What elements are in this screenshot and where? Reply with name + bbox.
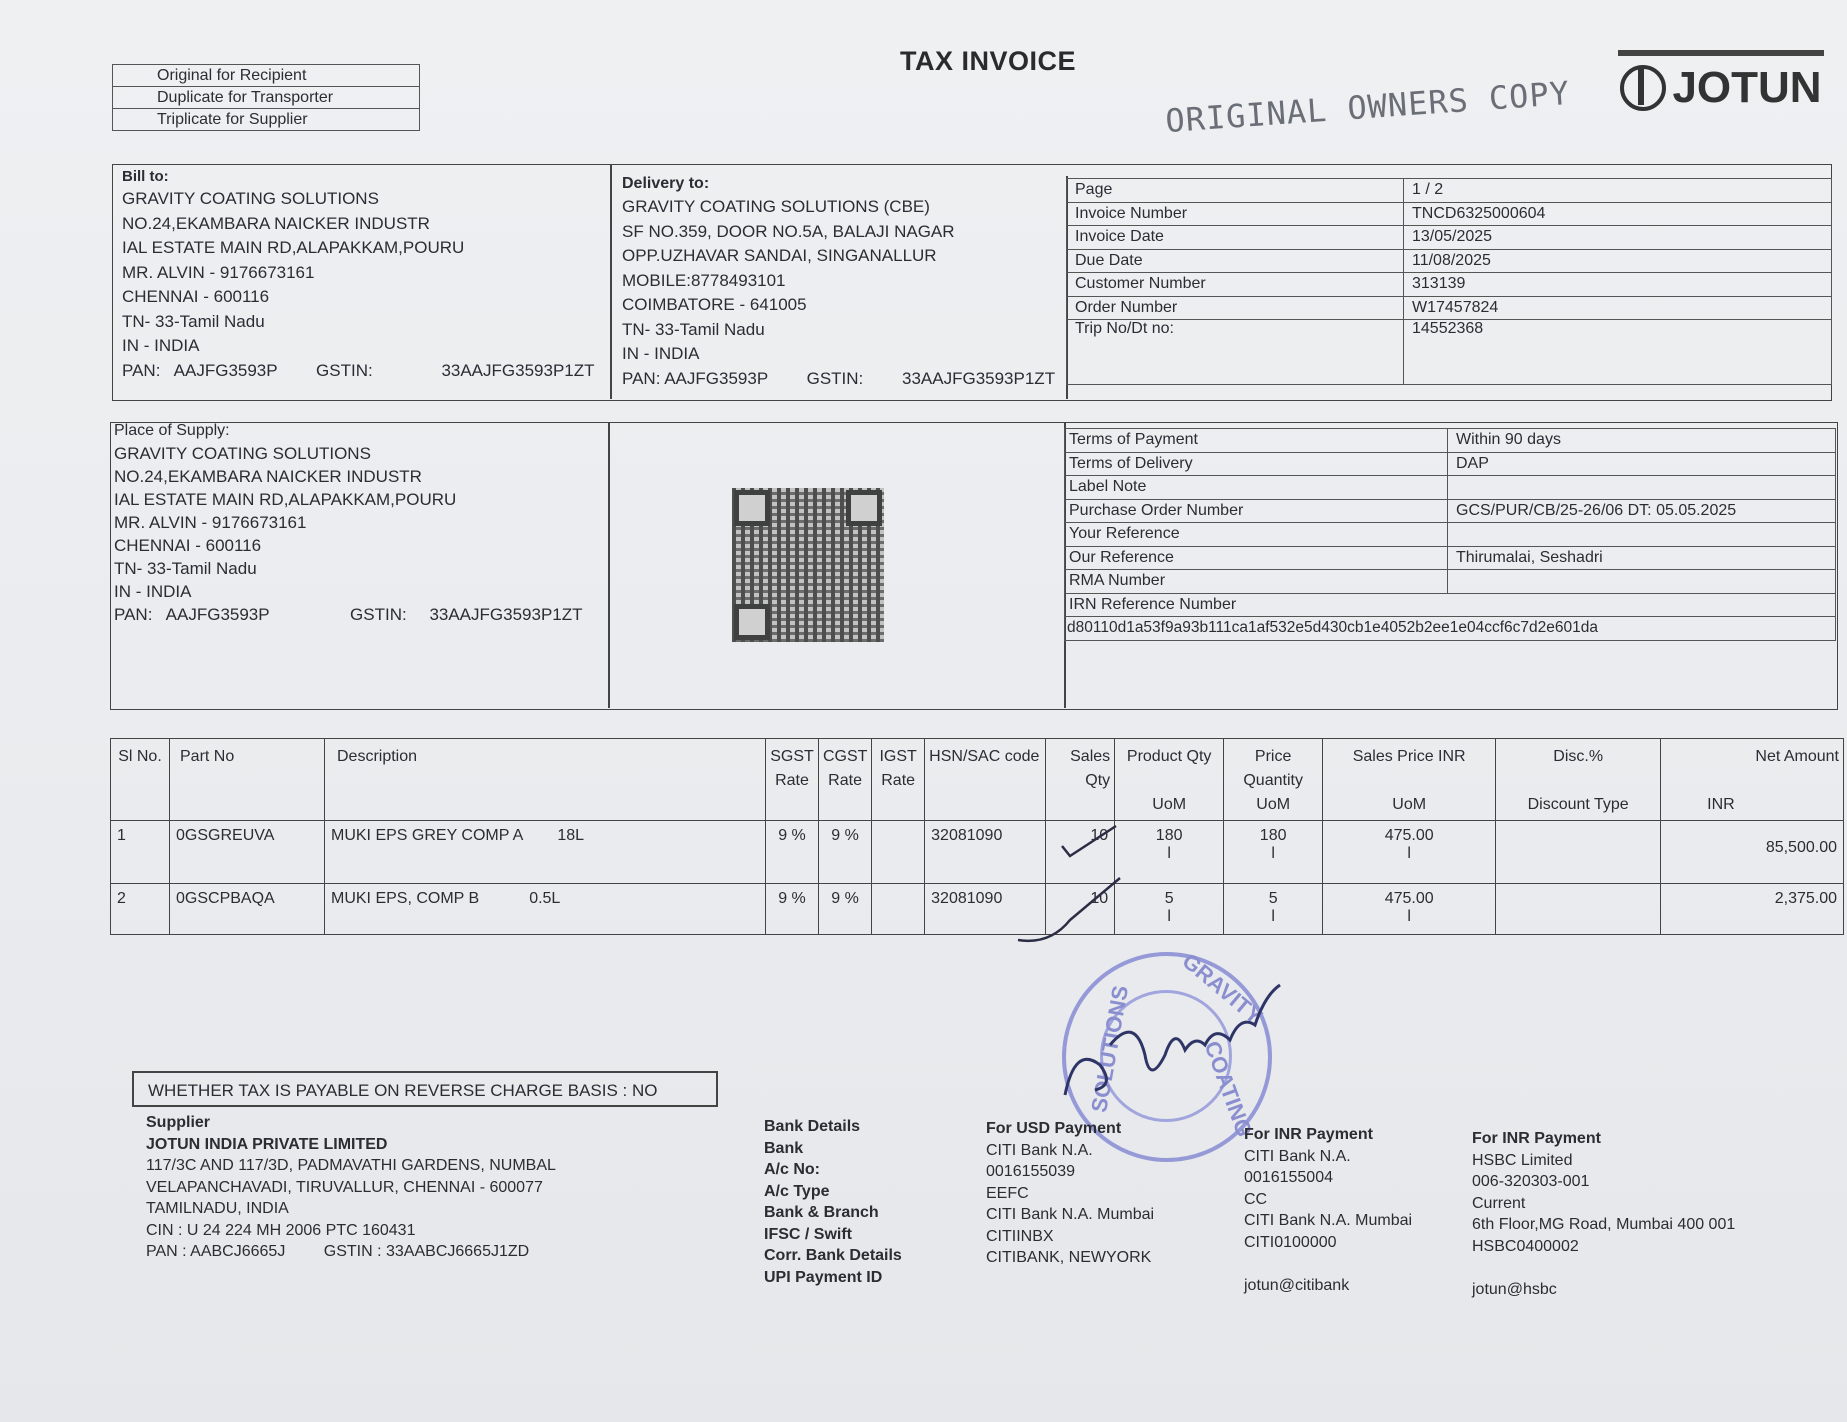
gstin-label: GSTIN: bbox=[316, 360, 373, 380]
item-description bbox=[325, 884, 766, 935]
purchase-order-number: GCS/PUR/CB/25-26/06 DT: 05.05.2025 bbox=[1448, 499, 1836, 523]
gstin-label: GSTIN: bbox=[350, 605, 407, 624]
supply-line: NO.24,EKAMBARA NAICKER INDUSTR bbox=[114, 467, 422, 486]
net-amount-currency: INR bbox=[1707, 796, 1735, 813]
inr-bank: HSBC Limited bbox=[1472, 1151, 1573, 1169]
col-product-qty bbox=[1115, 739, 1224, 821]
inr-account: 0016155004 bbox=[1244, 1169, 1333, 1186]
bank-label: UPI Payment ID bbox=[764, 1268, 883, 1286]
supplier-address-line: 117/3C AND 117/3D, PADMAVATHI GARDENS, NUMBAL bbox=[146, 1157, 556, 1174]
reverse-charge-box: WHETHER TAX IS PAYABLE ON REVERSE CHARGE BASIS : NO bbox=[132, 1071, 718, 1107]
item-discount bbox=[1496, 821, 1661, 884]
rma-number bbox=[1448, 570, 1836, 594]
delivery-to-line: COIMBATORE - 641005 bbox=[622, 295, 807, 314]
supply-line: MR. ALVIN - 9176673161 bbox=[114, 513, 307, 532]
terms-table bbox=[1064, 428, 1836, 641]
product-qty-value: 180 bbox=[1155, 827, 1183, 844]
col-price-qty bbox=[1224, 739, 1323, 821]
item-part-no: 0GSCPBAQA bbox=[170, 884, 325, 935]
product-qty-value: 5 bbox=[1164, 890, 1174, 907]
price-qty-uom-value: l bbox=[1271, 908, 1275, 925]
trip-number: 14552368 bbox=[1404, 320, 1832, 385]
item-size: 0.5L bbox=[529, 890, 561, 907]
terms-of-delivery: DAP bbox=[1448, 452, 1836, 476]
inr-bank: CITI Bank N.A. bbox=[1244, 1147, 1351, 1165]
col-sales-qty: Sales Qty bbox=[1046, 739, 1115, 821]
page-title: TAX INVOICE bbox=[900, 46, 1077, 76]
supply-line: CHENNAI - 600116 bbox=[114, 536, 262, 555]
supply-line: IN - INDIA bbox=[114, 582, 192, 601]
seal-text: SOLUTIONS bbox=[1086, 983, 1134, 1115]
usd-corr-bank: CITIBANK, NEWYORK bbox=[986, 1249, 1152, 1266]
items-header-row bbox=[111, 739, 1844, 821]
info-label: Due Date bbox=[1067, 249, 1404, 273]
terms-label: RMA Number bbox=[1065, 570, 1448, 594]
irn-qr-code bbox=[732, 488, 884, 642]
supply-line: IAL ESTATE MAIN RD,ALAPAKKAM,POURU bbox=[114, 490, 457, 509]
bank-label: A/c No: bbox=[764, 1161, 820, 1178]
info-label: Page bbox=[1067, 179, 1404, 203]
supplier-tax-ids bbox=[146, 1241, 556, 1263]
item-part-no: 0GSGREUVA bbox=[170, 821, 325, 884]
price-qty-value: 5 bbox=[1268, 890, 1278, 907]
bill-to-line: TN- 33-Tamil Nadu bbox=[122, 311, 265, 331]
copy-type-table bbox=[112, 64, 420, 131]
invoice-info-table bbox=[1066, 178, 1832, 385]
usd-payment-title: For USD Payment bbox=[986, 1120, 1122, 1137]
supply-line: GRAVITY COATING SOLUTIONS bbox=[114, 444, 371, 463]
net-amount-label: Net Amount bbox=[1755, 748, 1839, 765]
usd-branch: CITI Bank N.A. Mumbai bbox=[986, 1206, 1155, 1223]
delivery-to-section bbox=[622, 173, 1055, 391]
item-sl: 1 bbox=[111, 821, 170, 884]
terms-label: Label Note bbox=[1065, 476, 1448, 500]
supplier-section bbox=[146, 1112, 556, 1263]
sales-price-label: Sales Price INR bbox=[1352, 748, 1466, 765]
inr-payment-column-hsbc bbox=[1472, 1128, 1735, 1301]
bill-to-tax-ids bbox=[122, 359, 595, 384]
tick-mark bbox=[1018, 878, 1120, 941]
col-sl: Sl No. bbox=[111, 739, 170, 821]
divider bbox=[610, 164, 612, 399]
sales-price-uom: UoM bbox=[1392, 796, 1427, 813]
inr-payment-column-citi bbox=[1244, 1124, 1412, 1297]
item-desc-text: MUKI EPS, COMP B bbox=[331, 890, 480, 907]
price-qty-value: 180 bbox=[1259, 827, 1287, 844]
terms-label: Terms of Payment bbox=[1065, 429, 1448, 453]
info-label: Customer Number bbox=[1067, 273, 1404, 297]
inr-upi: jotun@hsbc bbox=[1472, 1281, 1557, 1298]
sales-price-uom-value: l bbox=[1407, 908, 1411, 925]
usd-bank: CITI Bank N.A. bbox=[986, 1141, 1093, 1159]
bill-to-line: CHENNAI - 600116 bbox=[122, 287, 270, 306]
item-sgst: 9 % bbox=[766, 821, 819, 884]
sales-price-value: 475.00 bbox=[1384, 827, 1434, 844]
usd-swift: CITIINBX bbox=[986, 1227, 1054, 1245]
delivery-to-line: IN - INDIA bbox=[622, 344, 700, 363]
bill-to-line: IN - INDIA bbox=[122, 336, 200, 355]
gstin-value: 33AAJFG3593P1ZT bbox=[441, 360, 595, 380]
item-cgst: 9 % bbox=[819, 884, 872, 935]
bank-label: IFSC / Swift bbox=[764, 1225, 852, 1243]
supplier-address-line: TAMILNADU, INDIA bbox=[146, 1200, 289, 1217]
table-row bbox=[111, 884, 1844, 935]
item-product-qty bbox=[1115, 884, 1224, 935]
qr-corner bbox=[734, 604, 770, 640]
supplier-gstin: GSTIN : 33AABCJ6665J1ZD bbox=[323, 1243, 530, 1260]
info-label: Trip No/Dt no: bbox=[1067, 320, 1404, 385]
item-size: 18L bbox=[557, 827, 585, 844]
discount-type-label: Discount Type bbox=[1527, 796, 1629, 813]
item-hsn: 32081090 bbox=[925, 884, 1046, 935]
bill-to-line: GRAVITY COATING SOLUTIONS bbox=[122, 189, 379, 208]
item-sales-qty: 10 bbox=[1046, 821, 1115, 884]
supplier-label: Supplier bbox=[146, 1114, 211, 1131]
delivery-to-line: OPP.UZHAVAR SANDAI, SINGANALLUR bbox=[622, 246, 937, 265]
delivery-to-line: SF NO.359, DOOR NO.5A, BALAJI NAGAR bbox=[622, 221, 955, 241]
item-sales-price bbox=[1323, 821, 1496, 884]
due-date: 11/08/2025 bbox=[1404, 249, 1832, 273]
pan-label: PAN: bbox=[122, 360, 161, 380]
terms-label: Our Reference bbox=[1065, 546, 1448, 570]
discount-label: Disc.% bbox=[1553, 748, 1604, 765]
supply-tax-ids bbox=[114, 603, 583, 626]
owners-copy-stamp: ORIGINAL OWNERS COPY bbox=[1164, 73, 1572, 141]
delivery-to-line: TN- 33-Tamil Nadu bbox=[622, 319, 765, 339]
info-label: Order Number bbox=[1067, 296, 1404, 320]
handwritten-tick-marks bbox=[1010, 820, 1130, 950]
irn-label: IRN Reference Number bbox=[1065, 593, 1836, 617]
item-igst bbox=[872, 821, 925, 884]
sales-price-value: 475.00 bbox=[1384, 890, 1434, 907]
pan-value: AAJFG3593P bbox=[173, 360, 278, 380]
inr-account: 006-320303-001 bbox=[1472, 1173, 1590, 1190]
bank-label: A/c Type bbox=[764, 1182, 830, 1200]
inr-ifsc: HSBC0400002 bbox=[1472, 1237, 1579, 1255]
pan-label: PAN: bbox=[114, 605, 153, 624]
pan-value: AAJFG3593P bbox=[165, 605, 270, 624]
item-hsn: 32081090 bbox=[925, 821, 1046, 884]
item-igst bbox=[872, 884, 925, 935]
supply-line: TN- 33-Tamil Nadu bbox=[114, 559, 257, 578]
item-sl: 2 bbox=[111, 884, 170, 935]
label-note bbox=[1448, 476, 1836, 500]
col-cgst: CGST Rate bbox=[819, 739, 872, 821]
delivery-to-line: GRAVITY COATING SOLUTIONS (CBE) bbox=[622, 197, 930, 216]
signature bbox=[1055, 955, 1295, 1105]
supplier-name: JOTUN INDIA PRIVATE LIMITED bbox=[146, 1135, 388, 1153]
col-sales-price bbox=[1323, 739, 1496, 821]
jotun-logo-icon bbox=[1620, 65, 1666, 111]
info-label: Invoice Date bbox=[1067, 226, 1404, 250]
terms-label: Purchase Order Number bbox=[1065, 499, 1448, 523]
table-row bbox=[111, 821, 1844, 884]
gstin-value: 33AAJFG3593P1ZT bbox=[902, 368, 1056, 388]
item-price-qty bbox=[1224, 884, 1323, 935]
usd-account-type: EEFC bbox=[986, 1184, 1029, 1202]
irn-value: d80110d1a53f9a93b111ca1af532e5d430cb1e4052b2ee1e04ccf6c7d2e601da bbox=[1065, 617, 1836, 641]
gstin-label: GSTIN: bbox=[806, 368, 864, 388]
bank-label: Bank Details bbox=[764, 1118, 861, 1135]
place-of-supply-label: Place of Supply: bbox=[114, 422, 230, 439]
seal-text: GRAVITY bbox=[1177, 948, 1268, 1030]
jotun-logo bbox=[1618, 50, 1824, 120]
invoice-date: 13/05/2025 bbox=[1404, 226, 1832, 250]
product-qty-uom-value: l bbox=[1167, 908, 1171, 925]
our-reference: Thirumalai, Seshadri bbox=[1448, 546, 1836, 570]
terms-of-payment: Within 90 days bbox=[1448, 429, 1836, 453]
line-items-table bbox=[110, 738, 1844, 935]
item-sgst: 9 % bbox=[766, 884, 819, 935]
item-net-amount: 2,375.00 bbox=[1661, 884, 1844, 935]
delivery-to-line: MOBILE:8778493101 bbox=[622, 270, 786, 290]
item-cgst: 9 % bbox=[819, 821, 872, 884]
col-discount bbox=[1496, 739, 1661, 821]
info-value: 1 / 2 bbox=[1404, 179, 1832, 203]
price-qty-label: Price Quantity bbox=[1243, 748, 1303, 789]
terms-label: Terms of Delivery bbox=[1065, 452, 1448, 476]
supplier-address-line: VELAPANCHAVADI, TIRUVALLUR, CHENNAI - 600077 bbox=[146, 1178, 543, 1196]
sales-price-uom-value: l bbox=[1407, 845, 1411, 862]
divider bbox=[608, 422, 610, 708]
inr-branch: CITI Bank N.A. Mumbai bbox=[1244, 1212, 1413, 1229]
bill-to-line: NO.24,EKAMBARA NAICKER INDUSTR bbox=[122, 213, 430, 233]
usd-payment-column bbox=[986, 1118, 1154, 1269]
price-qty-uom: UoM bbox=[1256, 796, 1291, 813]
item-sales-qty: 10 bbox=[1046, 884, 1115, 935]
item-product-qty bbox=[1115, 821, 1224, 884]
col-hsn: HSN/SAC code bbox=[925, 739, 1046, 821]
bank-label: Corr. Bank Details bbox=[764, 1247, 902, 1264]
pan-value: AAJFG3593P bbox=[664, 368, 768, 388]
item-price-qty bbox=[1224, 821, 1323, 884]
bill-to-label: Bill to: bbox=[122, 168, 169, 185]
place-of-supply-section bbox=[114, 420, 583, 626]
bank-label: Bank & Branch bbox=[764, 1204, 879, 1221]
col-net-amount bbox=[1661, 739, 1844, 821]
order-number: W17457824 bbox=[1404, 296, 1832, 320]
delivery-to-tax-ids bbox=[622, 367, 1055, 392]
copy-type-original: Original for Recipient bbox=[113, 65, 420, 87]
col-sgst: SGST Rate bbox=[766, 739, 819, 821]
item-discount bbox=[1496, 884, 1661, 935]
copy-type-triplicate: Triplicate for Supplier bbox=[113, 109, 420, 131]
price-qty-uom-value: l bbox=[1271, 845, 1275, 862]
seal-text: COATING bbox=[1199, 1037, 1258, 1141]
bank-details-labels bbox=[764, 1116, 902, 1288]
bank-label: Bank bbox=[764, 1139, 804, 1157]
inr-account-type: Current bbox=[1472, 1194, 1526, 1212]
customer-number: 313139 bbox=[1404, 273, 1832, 297]
gstin-value: 33AAJFG3593P1ZT bbox=[429, 605, 583, 624]
bill-to-line: MR. ALVIN - 9176673161 bbox=[122, 262, 315, 282]
inr-ifsc: CITI0100000 bbox=[1244, 1233, 1337, 1251]
inr-branch: 6th Floor,MG Road, Mumbai 400 001 bbox=[1472, 1216, 1736, 1233]
bill-to-section bbox=[122, 167, 595, 383]
product-qty-uom: UoM bbox=[1152, 796, 1187, 813]
delivery-to-label: Delivery to: bbox=[622, 175, 710, 192]
col-description: Description bbox=[325, 739, 766, 821]
col-igst: IGST Rate bbox=[872, 739, 925, 821]
logo-text: JOTUN bbox=[1672, 63, 1822, 112]
terms-label: Your Reference bbox=[1065, 523, 1448, 547]
inr-upi: jotun@citibank bbox=[1244, 1277, 1350, 1294]
product-qty-uom-value: l bbox=[1167, 845, 1171, 862]
your-reference bbox=[1448, 523, 1836, 547]
item-desc-text: MUKI EPS GREY COMP A bbox=[331, 827, 524, 844]
info-label: Invoice Number bbox=[1067, 202, 1404, 226]
item-sales-price bbox=[1323, 884, 1496, 935]
copy-type-duplicate: Duplicate for Transporter bbox=[113, 87, 420, 109]
pan-label: PAN: bbox=[622, 368, 661, 388]
supplier-pan: PAN : AABCJ6665J bbox=[146, 1243, 286, 1260]
supplier-cin: CIN : U 24 224 MH 2006 PTC 160431 bbox=[146, 1221, 416, 1239]
inr-payment-title: For INR Payment bbox=[1244, 1126, 1373, 1143]
inr-account-type: CC bbox=[1244, 1190, 1268, 1208]
inr-payment-title: For INR Payment bbox=[1472, 1130, 1601, 1147]
item-description bbox=[325, 821, 766, 884]
bill-to-line: IAL ESTATE MAIN RD,ALAPAKKAM,POURU bbox=[122, 238, 465, 257]
item-net-amount: 85,500.00 bbox=[1661, 821, 1844, 884]
product-qty-label: Product Qty bbox=[1126, 748, 1212, 765]
invoice-number: TNCD6325000604 bbox=[1404, 202, 1832, 226]
usd-account: 0016155039 bbox=[986, 1163, 1075, 1180]
tick-mark bbox=[1062, 826, 1116, 856]
col-part: Part No bbox=[170, 739, 325, 821]
